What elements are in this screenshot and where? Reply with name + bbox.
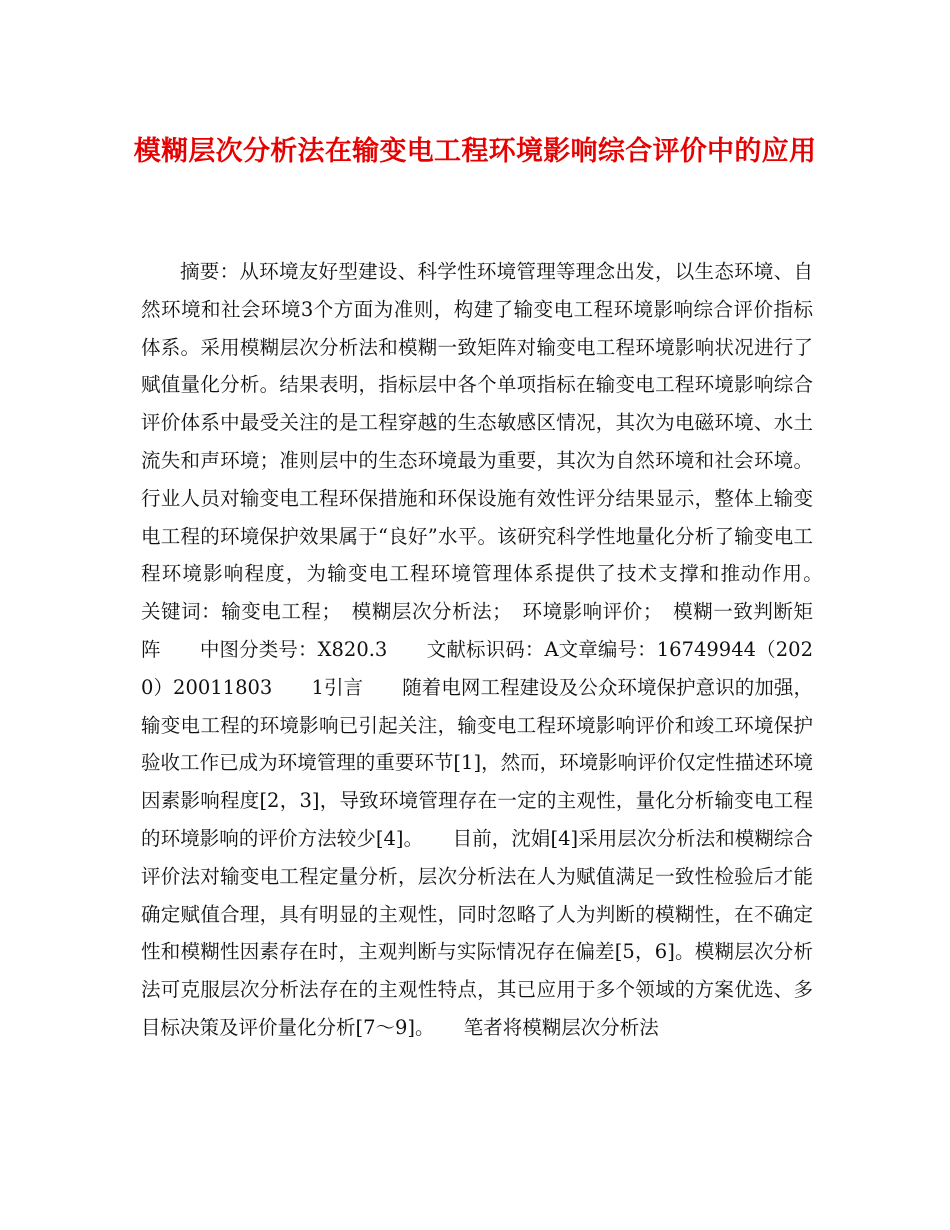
- document-title: 模糊层次分析法在输变电工程环境影响综合评价中的应用: [133, 136, 817, 167]
- document-body: 摘要：从环境友好型建设、科学性环境管理等理念出发，以生态环境、自然环境和社会环境3个方面为准则，构建了输变电工程环境影响综合评价指标体系。采用模糊层次分析法和模糊一致矩阵对输变电工程环境影响状况进行了赋值量化分析。结果表明，指标层中各个单项指标在输变电工程环境影响综合评价体系中最受关注的是工程穿越的生态敏感区情况，其次为电磁环境、水土流失和声环境；准则层中的生态环境最为重要，其次为自然环境和社会环境。行业人员对输变电工程环保措施和环保设施有效性评分结果显示，整体上输变电工程的环境保护效果属于“良好”水平。该研究科学性地量化分析了输变电工程环境影响程度，为输变电工程环境管理体系提供了技术支撑和推动作用。 关键词：输变电工程； 模糊层次分析法； 环境影响评价； 模糊一致判断矩阵 中图分类号：X820.3 文献标识码：A文章编号：16749944（2020）20011803 1引言 随着电网工程建设及公众环境保护意识的加强，输变电工程的环境影响已引起关注，输变电工程环境影响评价和竣工环境保护验收工作已成为环境管理的重要环节[1]，然而，环境影响评价仅定性描述环境因素影响程度[2，3]，导致环境管理存在一定的主观性，量化分析输变电工程的环境影响的评价方法较少[4]。 目前，沈娟[4]采用层次分析法和模糊综合评价法对输变电工程定量分析，层次分析法在人为赋值满足一致性检验后才能确定赋值合理，具有明显的主观性，同时忽略了人为判断的模糊性，在不确定性和模糊性因素存在时，主观判断与实际情况存在偏差[5，6]。模糊层次分析法可克服层次分析法存在的主观性特点，其已应用于多个领域的方案优选、多目标决策及评价量化分析[7～9]。 笔者将模糊层次分析法: [141, 260, 853, 1039]
